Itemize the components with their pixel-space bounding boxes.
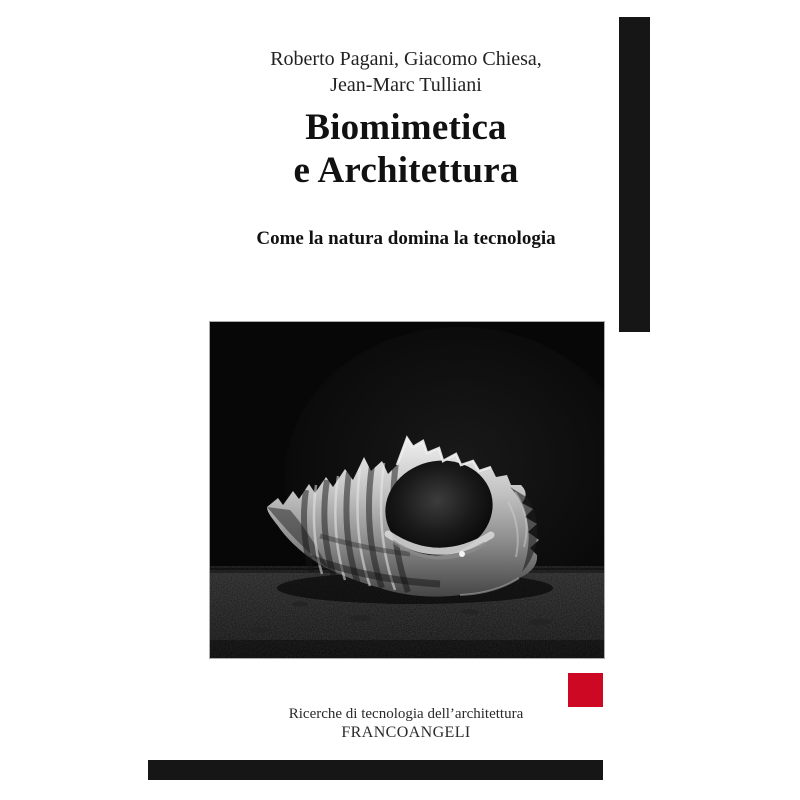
title-line-2: e Architettura	[293, 150, 519, 191]
bottom-horizontal-bar	[148, 760, 603, 780]
series-name: Ricerche di tecnologia dell’architettura	[288, 706, 524, 722]
seashell-illustration	[210, 322, 604, 658]
publisher-name: FRANCOANGELI	[341, 724, 471, 741]
title-line-1: Biomimetica	[305, 107, 507, 148]
authors-line-2: Jean-Marc Tulliani	[330, 74, 482, 96]
book-subtitle: Come la natura domina la tecnologia	[256, 228, 556, 249]
accent-red-square	[568, 673, 603, 707]
authors	[106, 46, 706, 98]
authors-line-1: Roberto Pagani, Giacomo Chiesa,	[270, 48, 542, 70]
book-title	[106, 106, 706, 192]
cover-photo-seashell	[209, 321, 605, 659]
